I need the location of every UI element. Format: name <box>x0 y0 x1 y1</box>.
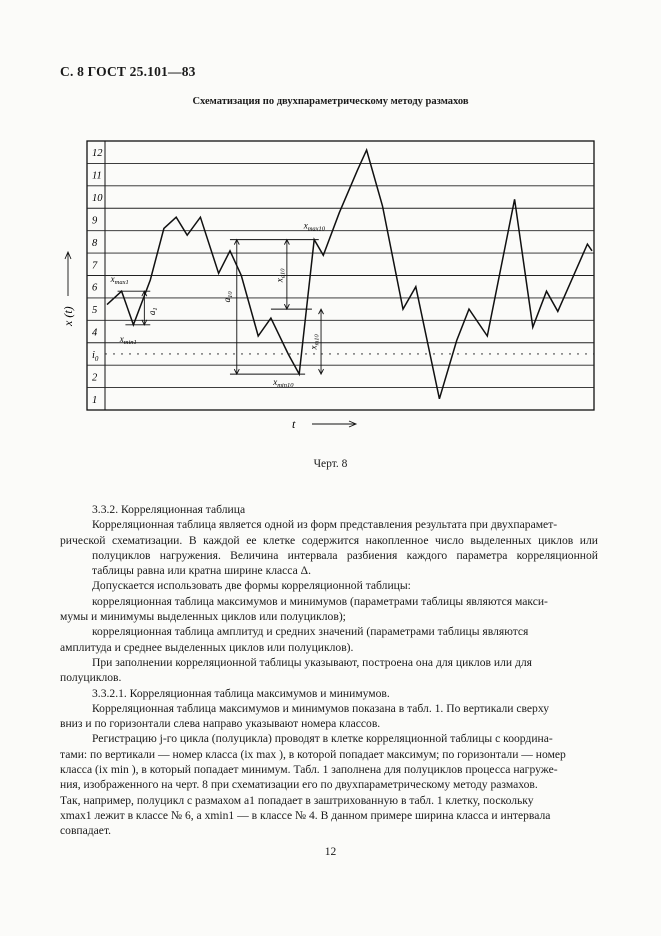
label-x-max10-text: $x_{max10}$ <box>303 220 326 233</box>
label-a1-text: $a_1$ <box>146 307 159 316</box>
paragraph: класса (ix min ), в который попадает минимум. Табл. 1 заполнена для полуциклов процесса нагруже- <box>60 763 558 777</box>
paragraph: совпадает. <box>60 824 112 838</box>
figure-title: Схематизация по двухпараметрическому методу размахов <box>192 96 469 107</box>
figure-caption: Черт. 8 <box>313 458 348 470</box>
paragraph: Корреляционная таблица является одной из форм представления результата при двухпарамет- <box>92 518 558 532</box>
label-x-a10-subscript: a10 <box>279 268 287 279</box>
y-tick-label: 5 <box>92 305 98 317</box>
y-axis-label: x (t) <box>61 306 75 326</box>
page-number: 12 <box>324 846 337 858</box>
paragraph: Корреляционная таблица максимумов и минимумов показана в табл. 1. По вертикали сверху <box>92 701 549 715</box>
paragraph: корреляционная таблица максимумов и минимумов (параметрами таблицы являются макси- <box>92 594 548 608</box>
paragraph: ния, изображенного на черт. 8 при схематизации его по двухпараметрическому методу размахов. <box>60 778 538 792</box>
body-text <box>60 502 598 839</box>
paragraph: вниз и по горизонтали слева направо указывают номера классов. <box>60 717 381 731</box>
y-tick-label: 9 <box>92 215 98 227</box>
y-tick-label: 2 <box>92 372 98 384</box>
y-tick-label: $i_0$ <box>92 349 99 363</box>
chart-grid <box>87 163 594 387</box>
y-tick-subscript: 0 <box>94 354 99 363</box>
chart-series <box>107 150 592 399</box>
series-line <box>107 150 592 399</box>
paragraph: корреляционная таблица амплитуд и средних значений (параметрами таблицы являются <box>92 625 529 639</box>
label-x-min10-text: $x_{min10}$ <box>273 376 294 389</box>
label-x-min10-subscript: min10 <box>277 381 294 389</box>
y-tick-label: 4 <box>92 327 98 339</box>
label-x-m10 <box>308 334 320 351</box>
paragraph: Регистрацию j-го цикла (полуцикла) проводят в клетке корреляционной таблицы с координа- <box>92 732 553 746</box>
label-x-min1-subscript: min1 <box>123 339 137 347</box>
paragraph: 3.3.2.1. Корреляционная таблица максимумов и минимумов. <box>92 686 390 700</box>
y-tick-label: 12 <box>92 148 103 160</box>
paragraph: Допускается использовать две формы корреляционной таблицы: <box>92 579 411 593</box>
label-x-max10-subscript: max10 <box>307 225 326 233</box>
x-axis-label: t <box>292 417 296 431</box>
paragraph: xmax1 лежит в классе № 6, а xmin1 — в классе № 4. В данном примере ширина класса и интервала <box>60 808 551 822</box>
paragraph: рической схематизации. В каждой ее клетке содержится накопленное число выделенных циклов или полуциклов нагружения. Величина интервала разбиения каждого параметра корреляционной таблицы равна или кратна ширине класса Δ. <box>60 533 598 578</box>
label-x-m10-text: $x_{m10}$ <box>308 334 321 350</box>
chart-y-ticks <box>92 148 103 406</box>
label-x-max1-text: $x_{max1}$ <box>110 273 129 286</box>
paragraph: амплитуда и среднее выделенных циклов или полуциклов). <box>60 640 354 654</box>
y-axis-label-group <box>61 306 75 327</box>
y-tick-label: 6 <box>92 282 98 294</box>
label-x-a10-text: $x_{a10}$ <box>274 268 287 283</box>
label-x-max1-subscript: max1 <box>114 278 129 286</box>
paragraph: Так, например, полуцикл с размахом a1 попадает в заштрихованную в табл. 1 клетку, поскольку <box>60 793 534 807</box>
label-x-min1-text: $x_{min1}$ <box>119 334 137 347</box>
label-a10 <box>222 291 234 303</box>
label-a1 <box>147 307 159 315</box>
y-tick-label: 11 <box>92 170 102 182</box>
paragraph: тами: по вертикали — номер класса (ix max ), в которой попадает максимум; по горизонтали — номер <box>60 747 566 761</box>
label-a10-subscript: 10 <box>226 291 234 298</box>
y-tick-label: 1 <box>92 394 98 406</box>
paragraph: 3.3.2. Корреляционная таблица <box>92 503 246 516</box>
y-tick-label: 8 <box>92 237 98 249</box>
y-tick-label: 7 <box>92 260 98 272</box>
paragraph: полуциклов. <box>60 671 122 685</box>
label-x-m10-subscript: m10 <box>313 334 321 346</box>
label-a1-subscript: 1 <box>151 307 159 311</box>
label-x-min1 <box>119 334 137 346</box>
paragraph: При заполнении корреляционной таблицы указывают, построена она для циклов или для <box>92 655 532 669</box>
label-x-min10 <box>272 377 294 389</box>
page-header: С. 8 ГОСТ 25.101—83 <box>60 64 196 79</box>
label-a10-text: $a_{10}$ <box>221 291 234 303</box>
y-tick-label: 10 <box>92 193 103 205</box>
chart-figure <box>0 0 661 440</box>
paragraph: мумы и минимумы выделенных циклов или полуциклов); <box>60 610 346 624</box>
